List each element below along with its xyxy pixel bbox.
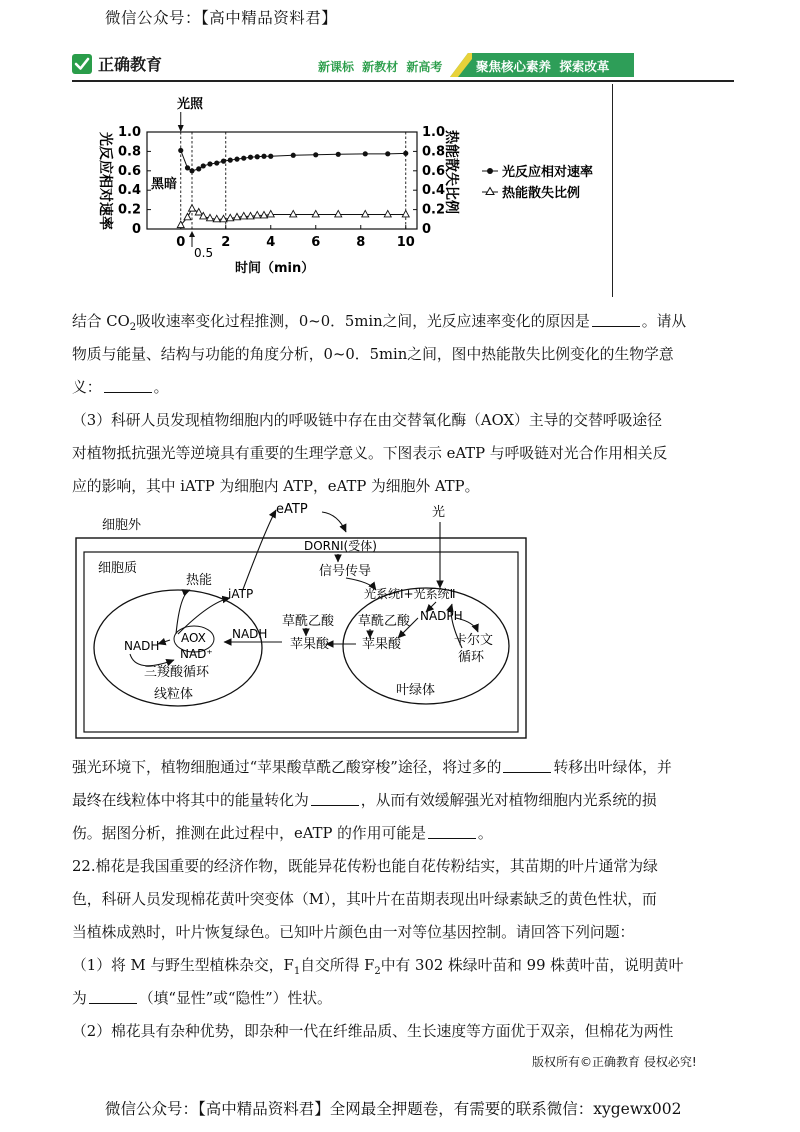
paragraph-line: 义： 。 [72,379,169,396]
rate-data-point [261,154,266,159]
rate-data-point [268,154,273,159]
y2-tick-label: 0.2 [422,202,446,218]
label-outside: 细胞外 [102,518,142,533]
brand-name: 正确教育 [98,55,163,74]
legend-entry-rate: 光反应相对速率 [502,165,594,180]
label-nad: NAD⁺ [180,647,213,661]
heat-data-point [195,209,202,216]
heat-data-point [184,213,191,220]
rate-data-point [228,158,233,163]
rate-data-point [234,157,239,162]
paragraph-line: 应的影响，其中 iATP 为细胞内 ATP，eATP 为细胞外 ATP。 [72,478,480,495]
label-heat: 热能 [186,573,213,588]
label-chloroplast: 叶绿体 [396,683,436,698]
answer-blank[interactable] [104,378,152,393]
rate-data-point [385,151,390,156]
legend-triangle-marker [486,188,494,195]
label-cytoplasm: 细胞质 [98,561,138,576]
photosynthesis-line-chart [85,92,625,282]
light-arrow-head [178,125,184,132]
label-mitochondrion: 线粒体 [154,687,194,702]
paragraph-line: （2）棉花具有杂种优势，即杂种一代在纤维品质、生长速度等方面优于双亲，但棉花为两性 [72,1023,674,1040]
heat-data-point [189,205,196,212]
heat-data-point [362,210,369,217]
rate-data-point [363,151,368,156]
answer-blank[interactable] [428,824,476,839]
y2-tick-label: 0.6 [422,163,446,179]
rate-data-point [255,154,260,159]
y-tick-label: 0 [131,222,141,237]
copyright-notice: 版权所有©正确教育 侵权必究! [532,1055,697,1069]
heat-data-point [384,210,391,217]
label-aox: AOX [181,631,206,645]
slogan-text: 新课标 新教材 新高考 [318,60,443,74]
label-light: 光 [432,505,446,520]
label-nadh-mid: NADH [232,627,268,641]
y-tick-label: 0.8 [117,144,141,160]
heat-data-point [402,210,409,217]
paragraph-line: 强光环境下，植物细胞通过“苹果酸草酰乙酸穿梭”途径，将过多的 转移出叶绿体，并 [72,759,672,776]
paragraph-line: 色，科研人员发现棉花黄叶突变体（M），其叶片在苗期表现出叶绿素缺乏的黄色性状，而 [72,891,657,908]
rate-data-point [214,160,219,165]
rate-data-point [178,148,183,153]
heat-data-point [254,211,261,218]
heat-data-point [267,210,274,217]
label-signal: 信号传导 [319,564,372,579]
heat-data-point [290,210,297,217]
y-tick-label: 0.6 [117,163,141,179]
paragraph-line: 当植株成熟时，叶片恢复绿色。已知叶片颜色由一对等位基因控制。请回答下列问题： [72,924,635,941]
brand-logo-group [72,52,162,75]
label-photosystems: 光系统Ⅰ+光系统Ⅱ [364,587,456,601]
legend-entry-heat: 热能散失比例 [502,186,581,201]
paragraph-line: （3）科研人员发现植物细胞内的呼吸链中存在由交替氧化酶（AOX）主导的交替呼吸途径 [72,412,662,429]
rate-data-point [196,166,201,171]
bottom-watermark-note: 微信公众号：【高中精品资料君】全网最全押题卷，有需要的联系微信：xygewx002 [105,1100,682,1118]
rate-data-point [201,163,206,168]
x-axis-label: 时间（min） [235,261,315,276]
paragraph-line: 为 （填“显性”或“隐性”）性状。 [72,990,332,1007]
label-dorni-receptor: DORNI(受体) [304,539,377,553]
y2-tick-label: 0 [422,222,432,237]
label-nadph: NADPH [420,609,463,623]
answer-blank[interactable] [89,989,137,1004]
paragraph-line: 结合 $CO_2$吸收速率变化过程推测，0~0．5min之间，光反应速率变化的原因是 。请从 [72,313,687,333]
header-divider [72,80,734,82]
y-tick-label: 0.2 [117,202,141,218]
dark-label: 黑暗 [151,177,178,192]
paragraph-line: 最终在线粒体中将其中的能量转化为 ，从而有效缓解强光对植物细胞内光系统的损 [72,792,657,809]
paragraph-line: 物质与能量、结构与功能的角度分析，0~0．5min之间，图中热能散失比例变化的生物学意 [72,346,674,363]
heat-data-point [240,212,247,219]
paragraph-line: 22.棉花是我国重要的经济作物，既能异花传粉也能自花传粉结实，其苗期的叶片通常为绿 [72,858,658,875]
half-minute-arrow-head [189,231,195,237]
x-tick-label: 10 [396,235,415,250]
label-iatp: iATP [228,587,254,601]
y2-tick-label: 0.4 [422,183,446,199]
x-tick-label: 8 [356,235,366,250]
x-extra-tick-label: 0.5 [194,246,214,260]
paragraph-line: （1）将 M 与野生型植株杂交，$F_1$自交所得 $F_2$中有 302 株绿叶苗和 99 株黄叶苗，说明黄叶 [72,957,684,977]
y2-tick-label: 1.0 [422,125,446,140]
heat-data-point [335,210,342,217]
y-tick-label: 0.4 [117,183,141,199]
label-oaa-right: 草酰乙酸 [358,614,411,629]
y2-tick-label: 0.8 [422,144,446,160]
light-label: 光照 [177,97,204,112]
banner-text: 聚焦核心素养 探索改革 [476,59,610,74]
rate-data-point [241,156,246,161]
label-oaa-left: 草酰乙酸 [282,614,335,629]
label-calvin-1: 卡尔文 [454,633,494,648]
heat-data-point [312,210,319,217]
y-axis-label: 光反应相对速率 [97,132,113,230]
x-tick-label: 4 [266,235,276,250]
rate-data-point [403,151,408,156]
rate-data-point [313,152,318,157]
answer-blank[interactable] [311,791,359,806]
check-logo-icon [72,54,92,74]
top-watermark-note: 微信公众号：【高中精品资料君】 [105,9,338,27]
paragraph-line: 伤。据图分析，推测在此过程中，eATP 的作用可能是 。 [72,825,493,842]
label-tca: 三羧酸循环 [144,665,210,680]
x-tick-label: 0 [176,235,186,250]
rate-data-point [291,153,296,158]
paragraph-line: 对植物抵抗强光等逆境具有重要的生理学意义。下图表示 eATP 与呼吸链对光合作用相关反 [72,445,668,462]
label-calvin-2: 循环 [458,650,485,665]
cell-pathway-diagram [70,498,540,746]
rate-data-point [185,165,190,170]
label-nadh-left: NADH [124,639,160,653]
y2-axis-label: 热能散失比例 [443,130,459,214]
rate-data-point [189,168,194,173]
label-eatp: eATP [276,502,308,517]
rate-data-point [336,152,341,157]
legend-circle-marker [487,168,493,174]
y-tick-label: 1.0 [117,125,141,140]
answer-blank[interactable] [592,312,640,327]
x-tick-label: 2 [221,235,231,250]
label-malate-left: 苹果酸 [290,637,330,652]
label-malate-right: 苹果酸 [362,637,402,652]
x-tick-label: 6 [311,235,321,250]
chart-legend [482,164,593,201]
rate-data-point [221,159,226,164]
rate-data-point [248,155,253,160]
answer-blank[interactable] [503,758,551,773]
rate-data-point [207,161,212,166]
